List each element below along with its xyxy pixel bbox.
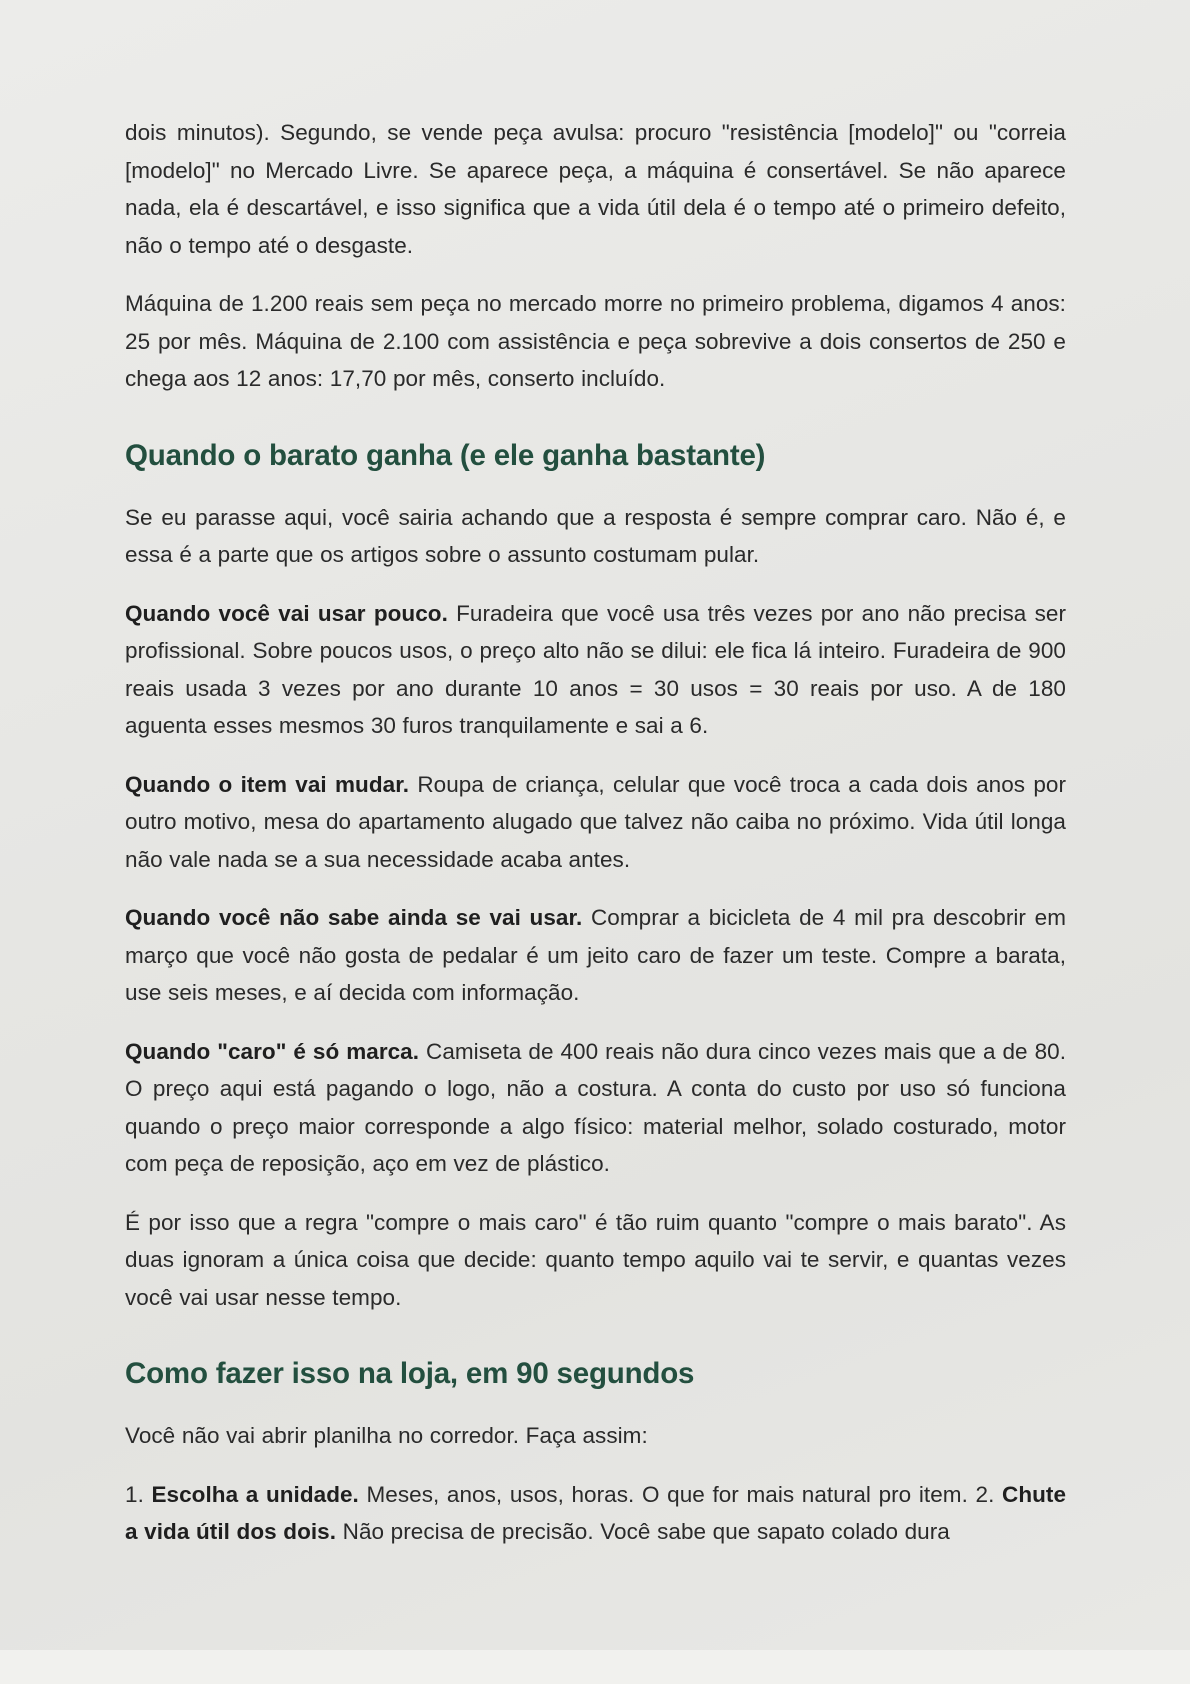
step-text: Não precisa de precisão. Você sabe que sapato colado dura	[336, 1519, 950, 1544]
page-bottom-margin	[0, 1650, 1190, 1684]
case-text: Camiseta de 400 reais não dura cinco vezes mais que a de 80. O preço aqui está pagando o logo, não a costura. A conta do custo por uso só funciona quando o preço maior corresponde a algo físico: material melhor, solado costurado, motor com peça de reposição, aço em vez de plástico.	[125, 1038, 1066, 1176]
step-lead: Chute a vida útil dos dois.	[125, 1481, 1067, 1544]
case-text: Furadeira que você usa três vezes por ano não precisa ser profissional. Sobre poucos usos, o preço alto não se dilui: ele fica lá inteiro. Furadeira de 900 reais usada 3 vezes por ano durante 10 anos = 30 usos = 30 reais por uso. A de 180 aguenta esses mesmos 30 furos tranquilamente e sai a 6.	[125, 600, 1067, 738]
case-paragraph	[125, 899, 1066, 1012]
case-lead: Quando "caro" é só marca.	[125, 1038, 420, 1064]
case-paragraph	[125, 595, 1066, 745]
body-paragraph: Se eu parasse aqui, você sairia achando que a resposta é sempre comprar caro. Não é, e essa é a parte que os artigos sobre o assunto costumam pular.	[125, 504, 1066, 567]
body-paragraph: Você não vai abrir planilha no corredor. Faça assim:	[125, 1423, 648, 1448]
section-heading: Quando o barato ganha (e ele ganha bastante)	[125, 438, 766, 472]
case-lead: Quando você vai usar pouco.	[125, 600, 448, 626]
step-number: 1.	[125, 1481, 152, 1507]
steps-paragraph	[125, 1476, 1066, 1551]
case-text: Comprar a bicicleta de 4 mil pra descobrir em março que você não gosta de pedalar é um jeito caro de fazer um teste. Compre a barata, use seis meses, e aí decida com informação.	[125, 905, 1066, 1005]
body-paragraph: dois minutos). Segundo, se vende peça avulsa: procuro "resistência [modelo]" ou "correia [modelo]" no Mercado Livre. Se aparece peça, a máquina é consertável. Se não aparece nada, ela é descartável, e isso significa que a vida útil dela é o tempo até o primeiro defeito, não o tempo até o desgaste.	[125, 120, 1066, 258]
step-text: Meses, anos, usos, horas. O que for mais natural pro item.	[358, 1481, 976, 1507]
case-text: Roupa de criança, celular que você troca a cada dois anos por outro motivo, mesa do apartamento alugado que talvez não caiba no próximo. Vida útil longa não vale nada se a sua necessidade acaba antes.	[125, 771, 1066, 872]
case-lead: Quando você não sabe ainda se vai usar.	[125, 905, 583, 930]
step-lead: Escolha a unidade.	[151, 1481, 359, 1507]
section-heading: Como fazer isso na loja, em 90 segundos	[125, 1357, 695, 1390]
case-paragraph	[125, 766, 1066, 879]
body-paragraph: É por isso que a regra "compre o mais caro" é tão ruim quanto "compre o mais barato". As duas ignoram a única coisa que decide: quanto tempo aquilo vai te servir, e quantas vezes você vai usar nesse tempo.	[125, 1209, 1066, 1310]
body-paragraph: Máquina de 1.200 reais sem peça no mercado morre no primeiro problema, digamos 4 anos: 25 por mês. Máquina de 2.100 com assistência e peça sobrevive a dois consertos de 250 e chega aos 12 anos: 17,70 por mês, conserto incluído.	[125, 291, 1066, 391]
case-paragraph	[125, 1033, 1066, 1183]
step-number: 2.	[975, 1481, 1003, 1507]
case-lead: Quando o item vai mudar.	[125, 771, 410, 797]
